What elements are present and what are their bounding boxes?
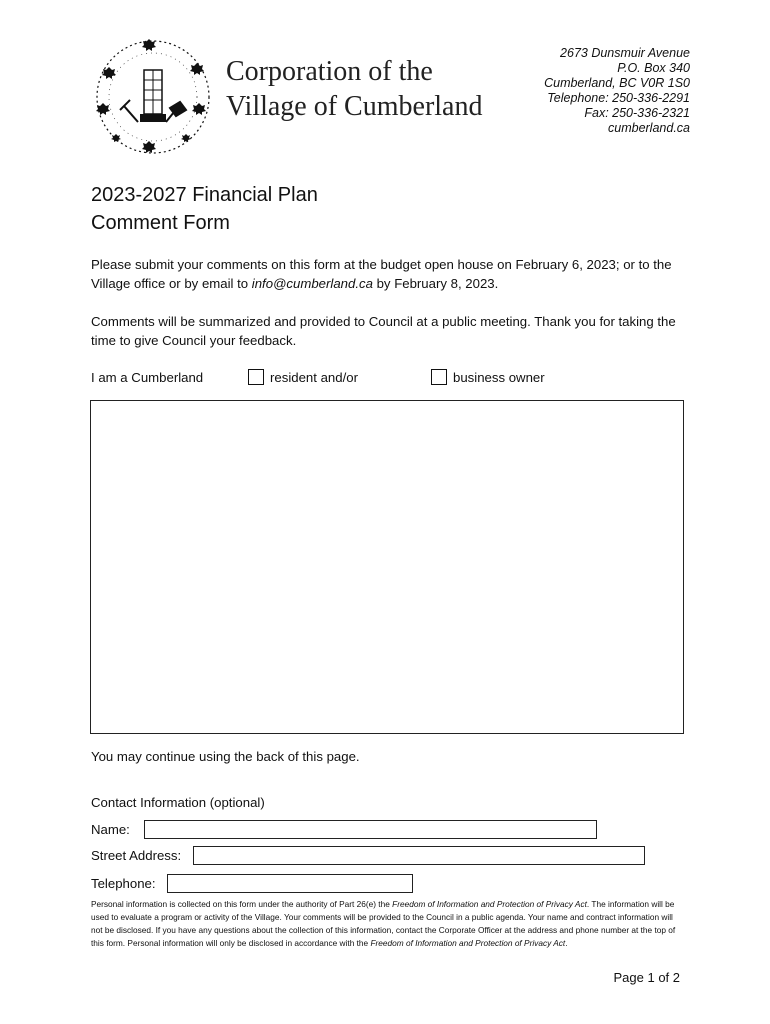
- telephone-input[interactable]: [167, 874, 413, 893]
- organization-name: [226, 54, 482, 124]
- website-line: cumberland.ca: [608, 121, 690, 135]
- foi-act-title: Freedom of Information and Protection of Privacy Act: [392, 899, 587, 909]
- address-block: [544, 46, 690, 136]
- respondent-type-label: I am a Cumberland: [91, 370, 204, 385]
- summary-paragraph: Comments will be summarized and provided to Council at a public meeting. Thank you for taking the time to give Council your feedback.: [91, 314, 676, 348]
- form-title: [91, 181, 318, 237]
- address-line: Cumberland, BC V0R 1S0: [544, 76, 690, 90]
- intro-text-end: by February 8, 2023.: [372, 276, 499, 291]
- telephone-line: Telephone: 250-336-2291: [547, 91, 690, 105]
- resident-checkbox[interactable]: [248, 369, 264, 385]
- privacy-notice: [91, 898, 681, 950]
- resident-label: resident and/or: [270, 370, 358, 385]
- business-option[interactable]: [431, 368, 545, 387]
- continue-note: You may continue using the back of this page.: [91, 749, 360, 764]
- telephone-label: Telephone:: [91, 876, 156, 891]
- street-address-input[interactable]: [193, 846, 645, 865]
- address-line: 2673 Dunsmuir Avenue: [560, 46, 690, 60]
- business-owner-label: business owner: [453, 370, 545, 385]
- org-name-line-1: Corporation of the: [226, 56, 433, 87]
- org-name-line-2: Village of Cumberland: [226, 91, 483, 122]
- village-seal-logo: [94, 36, 212, 158]
- intro-text: Please submit your comments on this form at the budget open house on February 6, 2023; or to the Village office or by email to: [91, 257, 672, 291]
- business-owner-checkbox[interactable]: [431, 369, 447, 385]
- page-number: Page 1 of 2: [613, 970, 680, 985]
- foi-act-title: Freedom of Information and Protection of Privacy Act: [370, 938, 566, 948]
- email-link[interactable]: info@cumberland.ca: [251, 276, 373, 291]
- name-row: [91, 820, 601, 840]
- street-address-label: Street Address:: [91, 848, 182, 863]
- resident-option[interactable]: [248, 368, 358, 387]
- name-label: Name:: [91, 822, 130, 837]
- privacy-text: Personal information is collected on this form under the authority of Part 26(e) the: [91, 899, 393, 909]
- respondent-type-row: [91, 368, 691, 388]
- form-title-line-1: 2023-2027 Financial Plan: [91, 184, 318, 206]
- contact-heading: Contact Information (optional): [91, 795, 265, 810]
- form-title-line-2: Comment Form: [91, 212, 230, 234]
- name-input[interactable]: [144, 820, 597, 839]
- privacy-text: .: [565, 938, 568, 948]
- intro-paragraph: [91, 255, 691, 293]
- fax-line: Fax: 250-336-2321: [584, 106, 690, 120]
- street-address-row: [91, 846, 651, 866]
- address-line: P.O. Box 340: [617, 61, 690, 75]
- comments-textarea[interactable]: [90, 400, 684, 734]
- telephone-row: [91, 874, 421, 894]
- privacy-text: . The information will be used to evaluate a program or activity of the Village. Your comments will be provided to the Council in a public agenda. Your name and contract information will not be disclosed. If you have any questions about the collection of this information, contact the Corporate Officer at the address and phone number at the top of this form. Personal information will only be disclosed in accordance with the: [91, 899, 676, 948]
